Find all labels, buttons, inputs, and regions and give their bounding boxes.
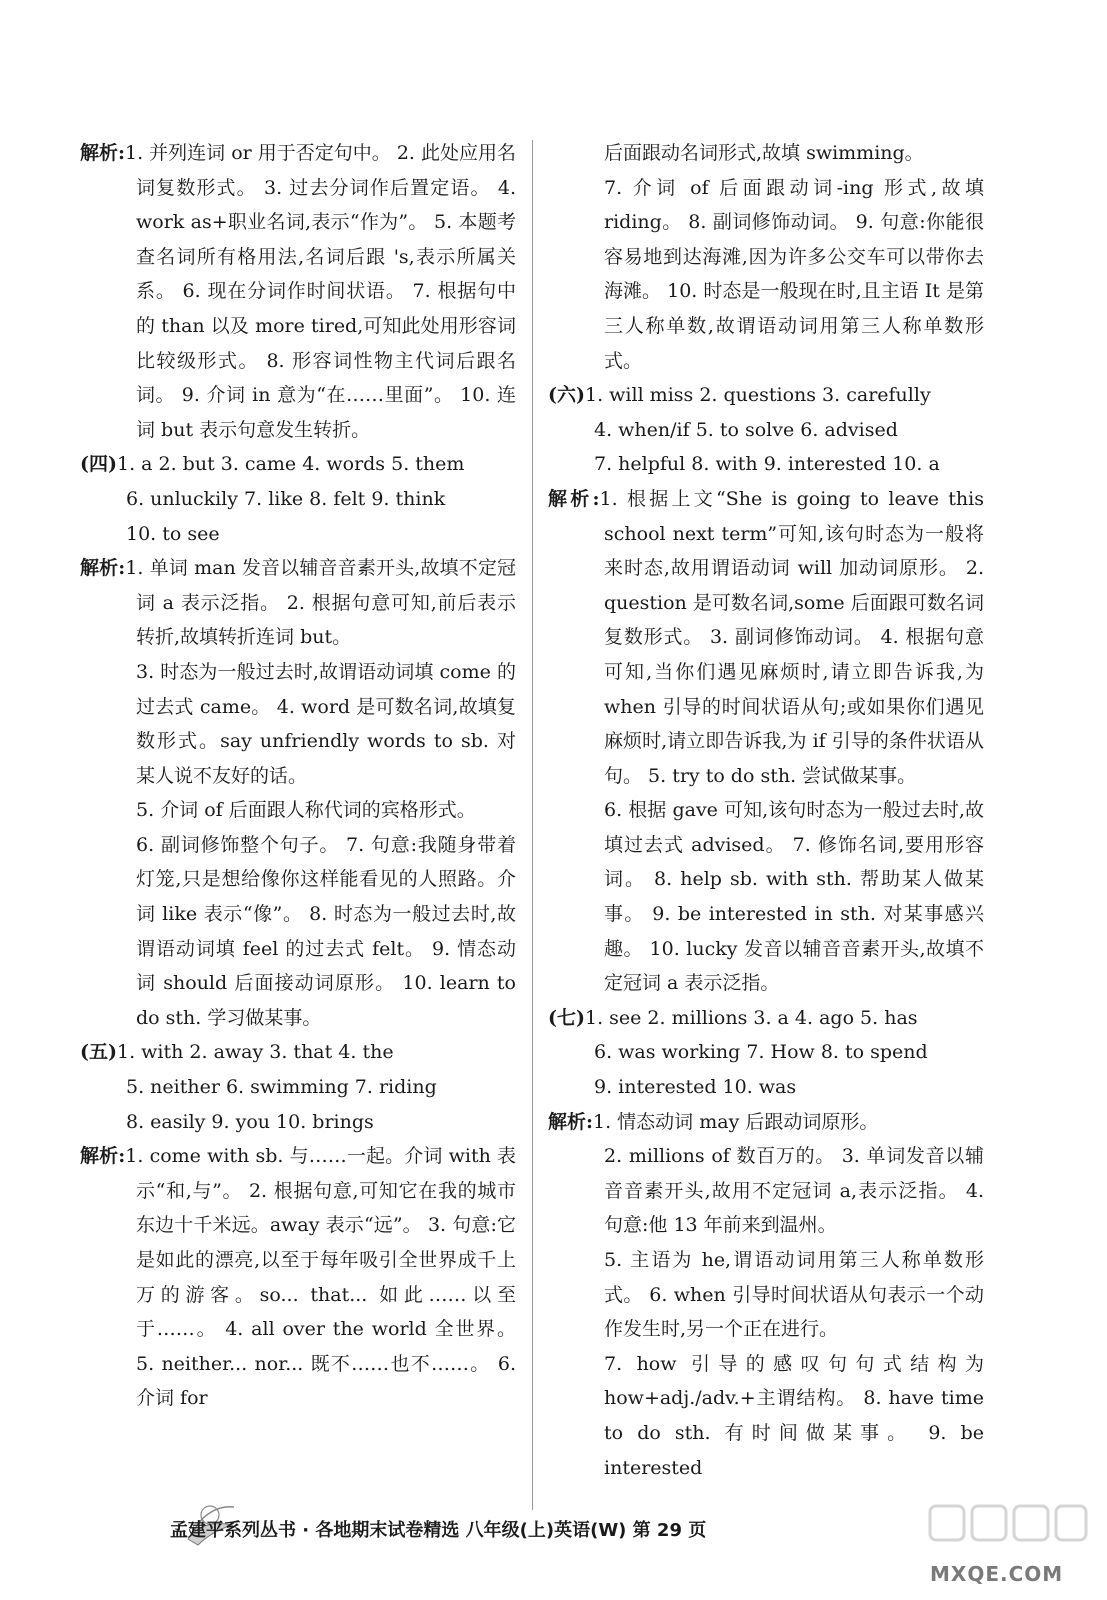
answer-line: 9. interested 10. was	[594, 1076, 797, 1099]
answer-line: 10. to see	[126, 522, 220, 545]
answer-line: 1. a 2. but 3. came 4. words 5. them	[116, 453, 465, 476]
analysis-text: 5. 介词 of 后面跟人称代词的宾格形式。	[136, 799, 476, 822]
analysis-text: 7. 介词 of 后面跟动词-ing 形式,故填 riding。 8. 副词修饰动词。 9. 句意:你能很容易地到达海滩,因为许多公交车可以带你去海滩。 10. 时态是一般现在时,且主语 It 是第三人称单数,故谓语动词用第三人称单数形式。	[604, 176, 984, 372]
analysis-text: 6. 副词修饰整个句子。 7. 句意:我随身带着灯笼,只是想给像你这样能看见的人照路。介词 like 表示“像”。 8. 时态为一般过去时,故谓语动词填 feel 的过去式 felt。 9. 情态动词 should 后面接动词原形。 10. learn to do sth. 学习做某事。	[136, 833, 516, 1029]
analysis-text: 2. millions of 数百万的。 3. 单词发音以辅音音素开头,故用不定冠词 a,表示泛指。 4. 句意:他 13 年前来到温州。	[604, 1145, 984, 1237]
section-label: (六)	[548, 384, 585, 407]
analysis-text: 1. 情态动词 may 后跟动词原形。	[593, 1110, 879, 1133]
analysis-label: 解析:	[80, 1145, 126, 1168]
section-label: (七)	[548, 1006, 585, 1029]
watermark-text: MXQE.COM	[930, 1562, 1064, 1586]
page-footer: 孟建平系列丛书 · 各地期末试卷精选 八年级(上)英语(W) 第 29 页	[170, 1520, 707, 1541]
analysis-label: 解析:	[80, 557, 126, 580]
analysis-text: 7. how 引导的感叹句句式结构为 how+adj./adv.+主谓结构。 8. have time to do sth. 有时间做某事。 9. be interested	[604, 1352, 984, 1479]
analysis-block	[548, 1105, 984, 1140]
section-6-answers	[548, 378, 984, 413]
answer-line: 1. with 2. away 3. that 4. the	[116, 1041, 394, 1064]
answer-line: 1. will miss 2. questions 3. carefully	[584, 384, 931, 407]
analysis-text: 1. come with sb. 与……一起。介词 with 表示“和,与”。 2. 根据句意,可知它在我的城市东边十千米远。away 表示“远”。 3. 句意:它是如此的漂亮,以至于每年吸引全世界成千上万的游客。so... that... 如此……以至于……。 4. all over the world 全世界。 5. neither... nor... 既不……也不……。 6. 介词 for	[125, 1145, 517, 1410]
analysis-label: 解析:	[548, 487, 600, 510]
section-4-answers	[80, 447, 516, 482]
answer-line: 7. helpful 8. with 9. interested 10. a	[594, 453, 940, 476]
section-label: (五)	[80, 1041, 117, 1064]
analysis-text: 3. 时态为一般过去时,故谓语动词填 come 的过去式 came。 4. word 是可数名词,故填复数形式。say unfriendly words to sb. 对某人说不友好的话。	[136, 660, 516, 787]
right-column	[548, 136, 984, 1485]
analysis-text: 1. 并列连词 or 用于否定句中。 2. 此处应用名词复数形式。 3. 过去分词作后置定语。 4. work as+职业名词,表示“作为”。 5. 本题考查名词所有格用法,名词后跟 's,表示所属关系。 6. 现在分词作时间状语。 7. 根据句中的 than 以及 more tired,可知此处用形容词比较级形式。 8. 形容词性物主代词后跟名词。 9. 介词 in 意为“在……里面”。 10. 连词 but 表示句意发生转折。	[125, 142, 516, 441]
answer-line: 1. see 2. millions 3. a 4. ago 5. has	[584, 1006, 918, 1029]
answer-line: 5. neither 6. swimming 7. riding	[126, 1076, 437, 1099]
section-label: (四)	[80, 453, 117, 476]
analysis-text: 1. 根据上文“She is going to leave this school next term”可知,该句时态为一般将来时态,故用谓语动词 will 加动词原形。 2. question 是可数名词,some 后面跟可数名词复数形式。 3. 副词修饰动词。 4. 根据句意可知,当你们遇见麻烦时,请立即告诉我,为 when 引导的时间状语从句;或如果你们遇见麻烦时,请立即告诉我,为 if 引导的条件状语从句。 5. try to do sth. 尝试做某事。	[599, 487, 984, 787]
analysis-text: 1. 单词 man 发音以辅音音素开头,故填不定冠词 a 表示泛指。 2. 根据句意可知,前后表示转折,故填转折连词 but。	[125, 557, 516, 649]
answer-line: 4. when/if 5. to solve 6. advised	[594, 418, 898, 441]
section-7-answers	[548, 1001, 984, 1036]
answer-line: 6. was working 7. How 8. to spend	[594, 1041, 928, 1064]
column-divider	[532, 140, 533, 1510]
analysis-block	[80, 551, 516, 655]
analysis-label: 解析:	[548, 1110, 594, 1133]
left-column	[80, 136, 516, 1416]
answer-line: 8. easily 9. you 10. brings	[126, 1110, 374, 1133]
analysis-block	[80, 136, 516, 447]
answer-line: 6. unluckily 7. like 8. felt 9. think	[126, 487, 446, 510]
section-5-answers	[80, 1035, 516, 1070]
analysis-text: 5. 主语为 he,谓语动词用第三人称单数形式。 6. when 引导时间状语从句表示一个动作发生时,另一个正在进行。	[604, 1249, 984, 1341]
analysis-text: 6. 根据 gave 可知,该句时态为一般过去时,故填过去式 advised。 7. 修饰名词,要用形容词。 8. help sb. with sth. 帮助某人做某事。 9. be interested in sth. 对某事感兴趣。 10. lucky 发音以辅音音素开头,故填不定冠词 a 表示泛指。	[604, 799, 984, 995]
analysis-block	[548, 482, 984, 793]
analysis-label: 解析:	[80, 142, 126, 164]
analysis-text: 后面跟动名词形式,故填 swimming。	[604, 142, 924, 164]
analysis-block	[80, 1139, 516, 1416]
